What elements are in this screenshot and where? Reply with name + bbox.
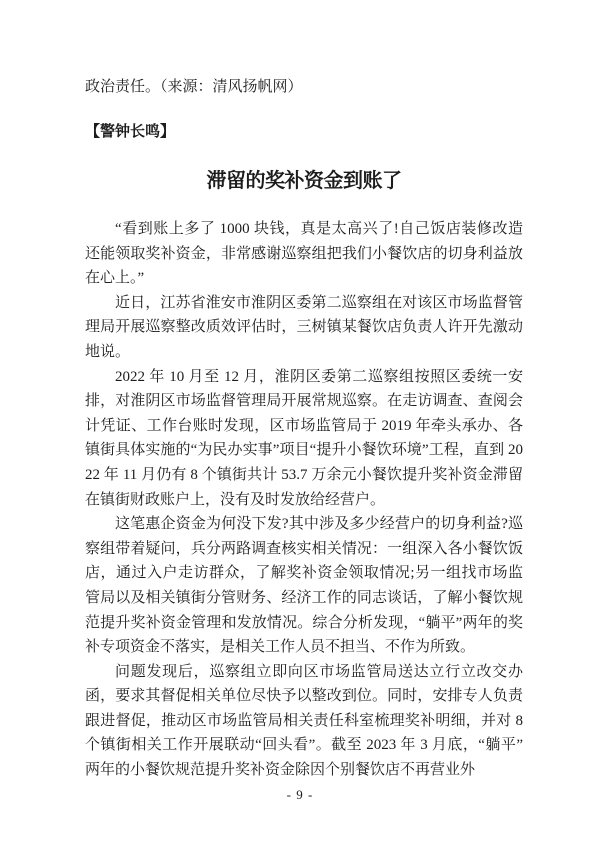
paragraph: “看到账上多了 1000 块钱，真是太高兴了!自己饭店装修改造还能领取奖补资金，非常感谢巡察组把我们小餐饮店的切身利益放在心上。” [85,221,523,287]
article-body [85,217,523,783]
section-header: 【警钟长鸣】 [85,124,176,140]
paragraph: 近日，江苏省淮安市淮阴区委第二巡察组在对该区市场监督管理局开展巡察整改质效评估时，三树镇某餐饮店负责人许开先激动地说。 [85,294,523,360]
page-number: - 9 - [286,787,314,802]
article-title: 滞留的奖补资金到账了 [206,170,402,192]
paragraph: 这笔惠企资金为何没下发?其中涉及多少经营户的切身利益?巡察组带着疑问，兵分两路调查核实相关情况：一组深入各小餐饮饭店，通过入户走访群众，了解奖补资金领取情况;另一组找市场监管局以及相关镇街分管财务、经济工作的同志谈话，了解小餐饮规范提升奖补资金管理和发放情况。综合分析发现，“躺平”两年的奖补专项资金不落实，是相关工作人员不担当、不作为所致。 [85,516,523,656]
previous-article-tail: 政治责任。（来源：清风扬帆网） [85,79,303,95]
paragraph: 2022 年 10 月至 12 月，淮阴区委第二巡察组按照区委统一安排，对淮阴区市场监督管理局开展常规巡察。在走访调查、查阅会计凭证、工作台账时发现，区市场监管局于 2019 年牵头承办、各镇街具体实施的“为民办实事”项目“提升小餐饮环境”工程，直到 2022 年 11 月仍有 8 个镇街共计 53.7 万余元小餐饮提升奖补资金滞留在镇街财政账户上，没有及时发放给经营户。 [85,368,523,508]
paragraph: 问题发现后，巡察组立即向区市场监管局送达立行立改交办函，要求其督促相关单位尽快予以整改到位。同时，安排专人负责跟进督促，推动区市场监管局相关责任科室梳理奖补明细，并对 8 个镇街相关工作开展联动“回头看”。截至 2023 年 3 月底，“躺平”两年的小餐饮规范提升奖补资金除因个别餐饮店不再营业外 [85,663,523,779]
page-content [85,75,523,783]
